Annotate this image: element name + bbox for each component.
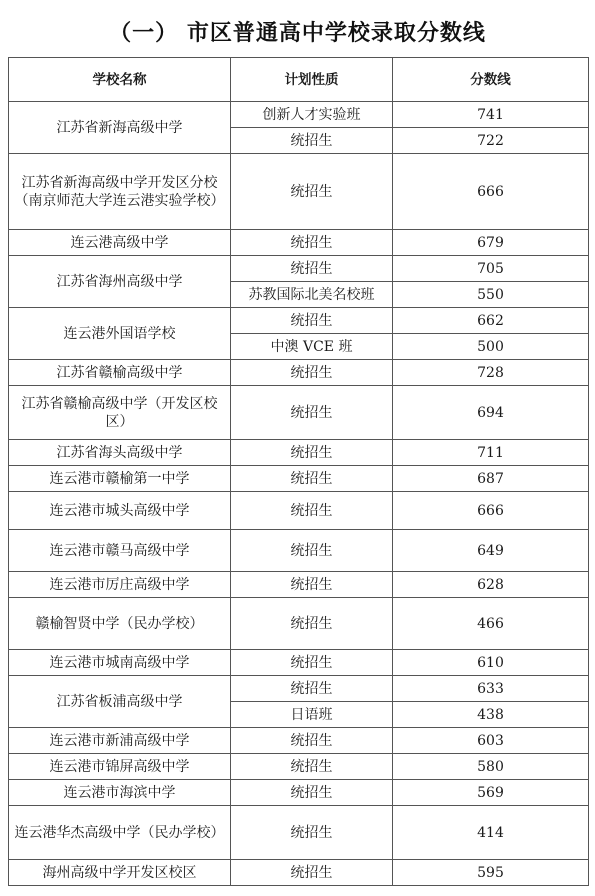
table-row (9, 308, 589, 334)
school-name-cell: 江苏省赣榆高级中学（开发区校区） (9, 386, 231, 440)
table-row (9, 860, 589, 886)
plan-type-cell: 统招生 (231, 308, 393, 334)
school-name-cell: 连云港市城南高级中学 (9, 650, 231, 676)
school-name-cell: 连云港市新浦高级中学 (9, 728, 231, 754)
school-name-cell: 连云港市厉庄高级中学 (9, 572, 231, 598)
table-header-row (9, 58, 589, 102)
header-school-name: 学校名称 (9, 58, 231, 102)
score-cell: 649 (393, 530, 589, 572)
plan-type-cell: 统招生 (231, 440, 393, 466)
plan-type-cell: 统招生 (231, 530, 393, 572)
score-cell: 628 (393, 572, 589, 598)
score-cell: 679 (393, 230, 589, 256)
plan-type-cell: 统招生 (231, 860, 393, 886)
school-name-cell: 江苏省海州高级中学 (9, 256, 231, 308)
plan-type-cell: 统招生 (231, 780, 393, 806)
header-score: 分数线 (393, 58, 589, 102)
plan-type-cell: 统招生 (231, 386, 393, 440)
table-row (9, 360, 589, 386)
score-cell: 694 (393, 386, 589, 440)
table-row (9, 780, 589, 806)
school-name-cell: 连云港市赣榆第一中学 (9, 466, 231, 492)
school-name-cell: 海州高级中学开发区校区 (9, 860, 231, 886)
score-cell: 580 (393, 754, 589, 780)
table-row (9, 530, 589, 572)
table-row (9, 386, 589, 440)
score-cell: 569 (393, 780, 589, 806)
plan-type-cell: 统招生 (231, 230, 393, 256)
score-cell: 666 (393, 492, 589, 530)
school-name-cell: 江苏省海头高级中学 (9, 440, 231, 466)
table-row (9, 572, 589, 598)
plan-type-cell: 中澳 VCE 班 (231, 334, 393, 360)
plan-type-cell: 统招生 (231, 676, 393, 702)
school-name-cell: 江苏省赣榆高级中学 (9, 360, 231, 386)
score-cell: 711 (393, 440, 589, 466)
plan-type-cell: 统招生 (231, 154, 393, 230)
admission-score-table (8, 57, 589, 886)
score-cell: 438 (393, 702, 589, 728)
plan-type-cell: 日语班 (231, 702, 393, 728)
school-name-cell: 连云港外国语学校 (9, 308, 231, 360)
school-name-cell: 江苏省新海高级中学 (9, 102, 231, 154)
table-row (9, 466, 589, 492)
school-name-cell: 连云港市锦屏高级中学 (9, 754, 231, 780)
plan-type-cell: 创新人才实验班 (231, 102, 393, 128)
plan-type-cell: 苏教国际北美名校班 (231, 282, 393, 308)
table-row (9, 728, 589, 754)
score-cell: 722 (393, 128, 589, 154)
plan-type-cell: 统招生 (231, 466, 393, 492)
school-name-cell: 江苏省新海高级中学开发区分校（南京师范大学连云港实验学校） (9, 154, 231, 230)
table-row (9, 598, 589, 650)
score-cell: 728 (393, 360, 589, 386)
score-cell: 414 (393, 806, 589, 860)
school-name-cell: 江苏省板浦高级中学 (9, 676, 231, 728)
score-cell: 550 (393, 282, 589, 308)
plan-type-cell: 统招生 (231, 492, 393, 530)
plan-type-cell: 统招生 (231, 256, 393, 282)
plan-type-cell: 统招生 (231, 360, 393, 386)
score-cell: 603 (393, 728, 589, 754)
table-row (9, 440, 589, 466)
plan-type-cell: 统招生 (231, 572, 393, 598)
table-row (9, 154, 589, 230)
school-name-cell: 连云港市海滨中学 (9, 780, 231, 806)
score-cell: 666 (393, 154, 589, 230)
score-cell: 500 (393, 334, 589, 360)
school-name-cell: 连云港市赣马高级中学 (9, 530, 231, 572)
table-row (9, 754, 589, 780)
table-row (9, 256, 589, 282)
score-cell: 633 (393, 676, 589, 702)
score-cell: 741 (393, 102, 589, 128)
plan-type-cell: 统招生 (231, 728, 393, 754)
table-row (9, 230, 589, 256)
plan-type-cell: 统招生 (231, 806, 393, 860)
plan-type-cell: 统招生 (231, 598, 393, 650)
score-cell: 610 (393, 650, 589, 676)
header-plan-type: 计划性质 (231, 58, 393, 102)
score-cell: 466 (393, 598, 589, 650)
table-row (9, 492, 589, 530)
score-cell: 687 (393, 466, 589, 492)
school-name-cell: 连云港市城头高级中学 (9, 492, 231, 530)
score-cell: 595 (393, 860, 589, 886)
plan-type-cell: 统招生 (231, 128, 393, 154)
plan-type-cell: 统招生 (231, 650, 393, 676)
table-row (9, 650, 589, 676)
school-name-cell: 连云港华杰高级中学（民办学校） (9, 806, 231, 860)
page-title: （一） 市区普通高中学校录取分数线 (109, 21, 486, 46)
plan-type-cell: 统招生 (231, 754, 393, 780)
table-row (9, 806, 589, 860)
school-name-cell: 连云港高级中学 (9, 230, 231, 256)
school-name-cell: 赣榆智贤中学（民办学校） (9, 598, 231, 650)
score-cell: 705 (393, 256, 589, 282)
table-row (9, 676, 589, 702)
score-cell: 662 (393, 308, 589, 334)
table-row (9, 102, 589, 128)
